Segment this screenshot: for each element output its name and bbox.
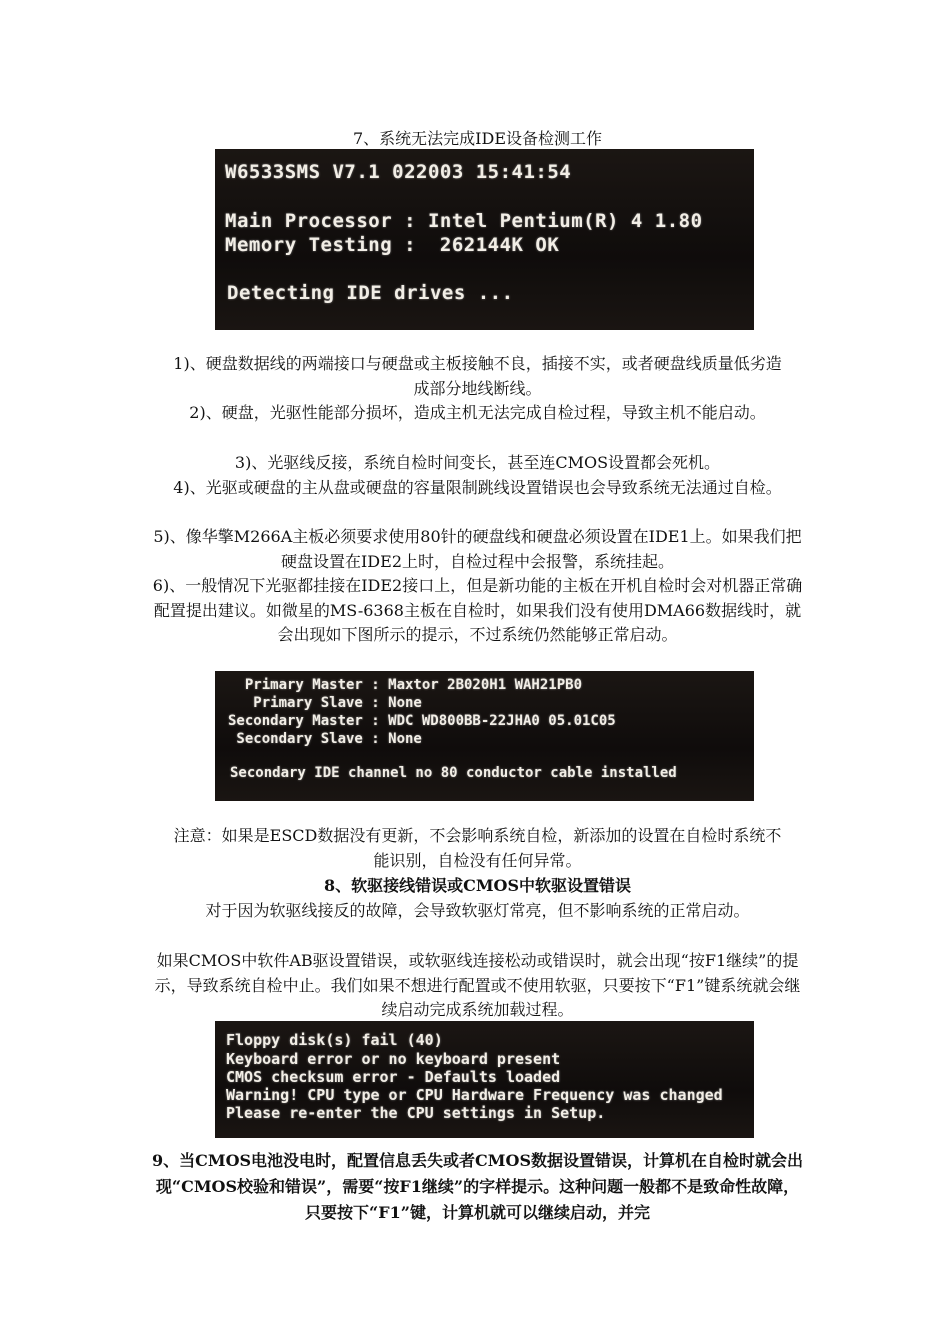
bios-screenshot-ide-channels <box>215 671 754 801</box>
bios-screenshot-ide-detect <box>215 149 754 330</box>
cause-item-1: 1)、硬盘数据线的两端接口与硬盘或主板接触不良，插接不实，或者硬盘线质量低劣造成部分地线断线。 <box>173 354 782 398</box>
cause-item-2: 2)、硬盘，光驱性能部分损坏，造成主机无法完成自检过程，导致主机不能启动。 <box>189 403 766 422</box>
cause-item-4: 4)、光驱或硬盘的主从盘或硬盘的容量限制跳线设置错误也会导致系统无法通过自检。 <box>173 478 782 497</box>
screen-line: Secondary IDE channel no 80 conductor cable installed <box>230 765 677 781</box>
screen-line: Warning! CPU type or CPU Hardware Frequency was changed <box>226 1086 723 1104</box>
screen-line: CMOS checksum error - Defaults loaded <box>226 1068 561 1086</box>
screen-line: Secondary Slave : None <box>228 731 422 747</box>
screen-line: Primary Master : Maxtor 2B020H1 WAH21PB0 <box>228 677 583 693</box>
section-8-paragraph-1: 对于因为软驱线接反的故障，会导致软驱灯常亮，但不影响系统的正常启动。 <box>205 901 750 920</box>
screen-line: Memory Testing : 262144K OK <box>225 234 560 256</box>
screen-line: Keyboard error or no keyboard present <box>226 1050 561 1068</box>
section-7-title: 7、系统无法完成IDE设备检测工作 <box>352 129 602 148</box>
screen-line: W6533SMS V7.1 022003 15:41:54 <box>225 161 572 183</box>
screen-line: Please re-enter the CPU settings in Setup. <box>226 1104 606 1122</box>
screen-line: Secondary Master : WDC WD800BB-22JHA0 05.01C05 <box>228 713 616 729</box>
screen-line: Detecting IDE drives ... <box>227 282 514 304</box>
screen-line: Primary Slave : None <box>228 695 422 711</box>
section-8-title: 8、软驱接线错误或CMOS中软驱设置错误 <box>323 876 632 895</box>
screen-line: Main Processor : Intel Pentium(R) 4 1.80 <box>225 210 703 232</box>
section-9-paragraph: 9、当CMOS电池没电时，配置信息丢失或者CMOS数据设置错误，计算机在自检时就会出现“CMOS校验和错误”，需要“按F1继续”的字样提示。这种问题一般都不是致命性故障，只要按下“F1”键，计算机就可以继续启动，并完 <box>151 1151 803 1222</box>
bios-screenshot-floppy-error <box>215 1021 754 1138</box>
cause-item-3: 3)、光驱线反接，系统自检时间变长，甚至连CMOS设置都会死机。 <box>234 453 721 472</box>
section-8-paragraph-2: 如果CMOS中软件AB驱设置错误，或软驱线连接松动或错误时，就会出现“按F1继续”的提示，导致系统自检中止。我们如果不想进行配置或不使用软驱，只要按下“F1”键系统就会继续启动完成系统加载过程。 <box>154 951 801 1019</box>
cause-item-6: 6)、一般情况下光驱都挂接在IDE2接口上，但是新功能的主板在开机自检时会对机器正常确配置提出建议。如微星的MS-6368主板在自检时，如果我们没有使用DMA66数据线时，就会出现如下图所示的提示，不过系统仍然能够正常启动。 <box>152 576 803 644</box>
screen-line: Floppy disk(s) fail (40) <box>226 1031 443 1049</box>
note-paragraph: 注意：如果是ESCD数据没有更新，不会影响系统自检，新添加的设置在自检时系统不能识别，自检没有任何异常。 <box>173 826 782 870</box>
cause-item-5: 5)、像华擎M266A主板必须要求使用80针的硬盘线和硬盘必须设置在IDE1上。如果我们把硬盘设置在IDE2上时，自检过程中会报警，系统挂起。 <box>153 527 802 571</box>
